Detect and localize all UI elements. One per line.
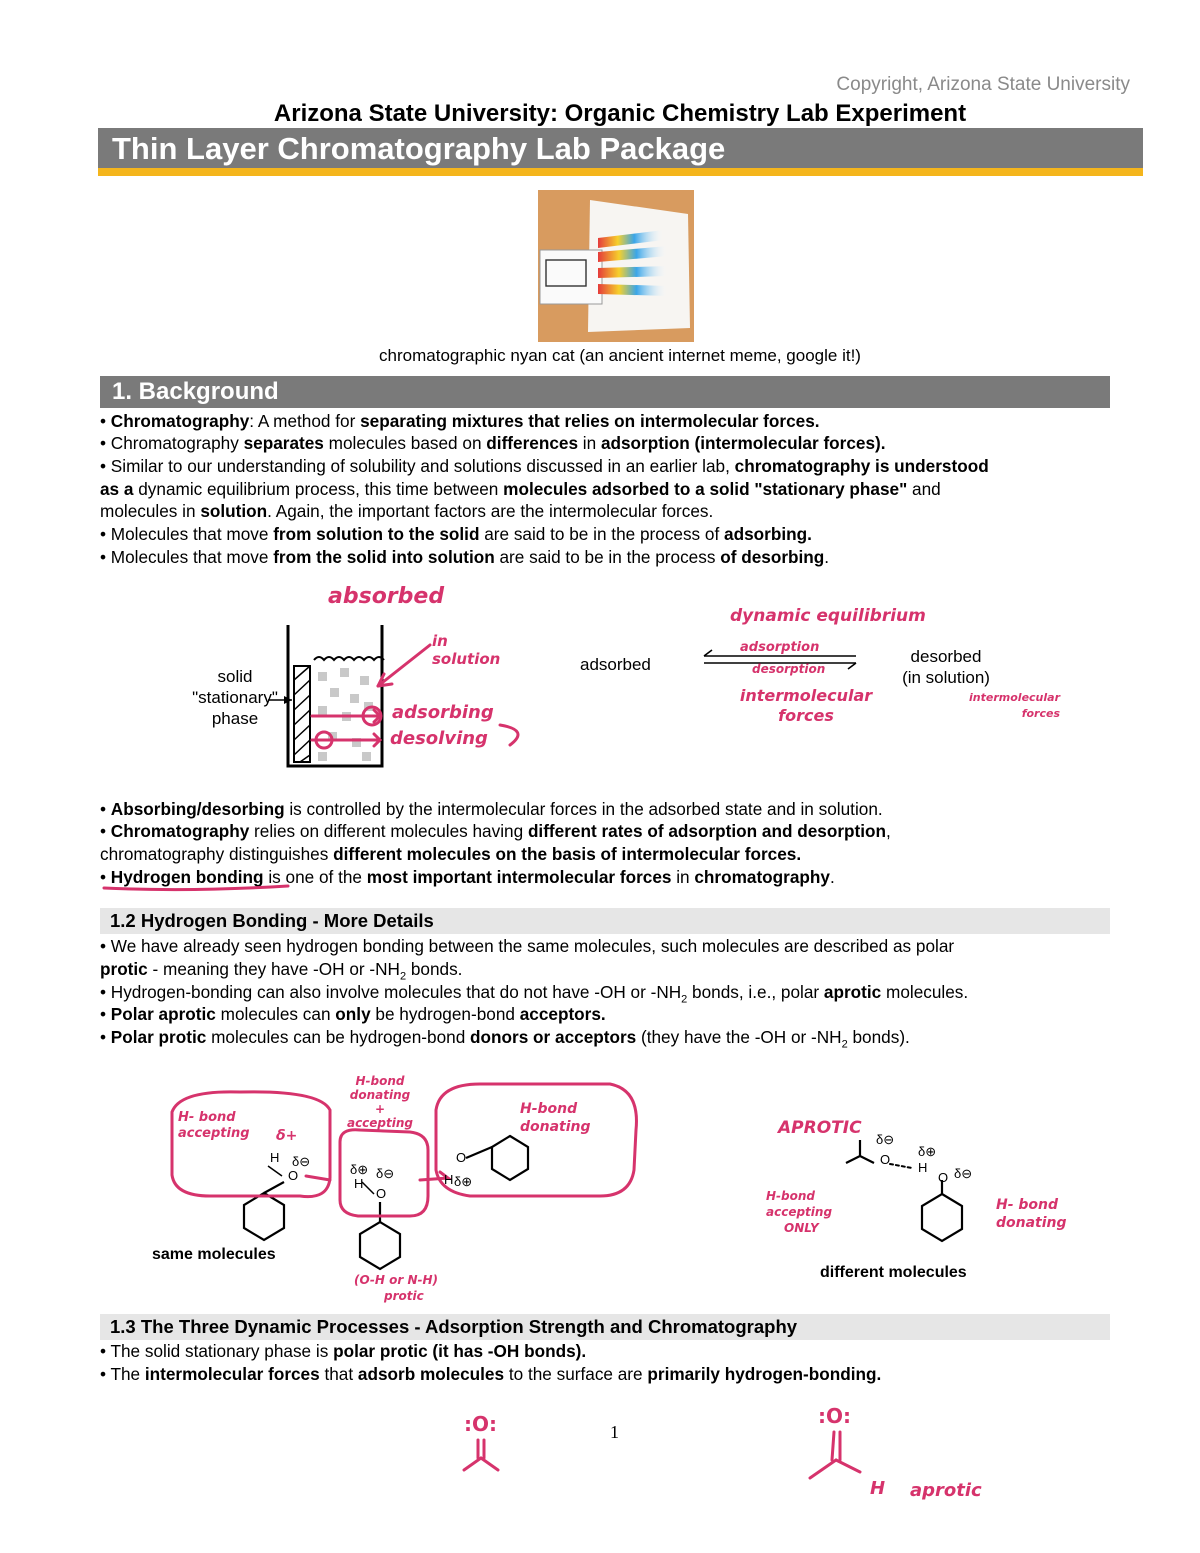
page-number: 1 xyxy=(610,1422,619,1442)
section-1-title: 1. Background xyxy=(112,378,279,405)
delta-plus-4: δ⊕ xyxy=(918,1144,937,1159)
bullet-dynamic-equilibrium-cont: as a dynamic equilibrium process, this time between molecules adsorbed to a solid "stationary phase" and xyxy=(100,479,941,499)
bullet-hydrogen-bonding: • Hydrogen bonding is one of the most important intermolecular forces in chromatography. xyxy=(100,867,835,887)
bullet-absorbing-desorbing: • Absorbing/desorbing is controlled by the intermolecular forces in the adsorbed state and in solution. xyxy=(100,799,883,819)
bullet-adsorbing: • Molecules that move from solution to the solid are said to be in the process of adsorbing. xyxy=(100,524,812,544)
bullet-polar-protic-same: • We have already seen hydrogen bonding between the same molecules, such molecules are described as polar xyxy=(100,936,955,956)
note-adsorption: adsorption xyxy=(740,640,820,655)
note-desorption: desorption xyxy=(752,662,826,676)
delta-plus-3: δ⊕ xyxy=(454,1174,473,1189)
bullet-adsorb-hydrogen-bonding: • The intermolecular forces that adsorb molecules to the surface are primarily hydrogen-bonding. xyxy=(100,1364,882,1384)
bullet-stationary-polar-protic: • The solid stationary phase is polar protic (it has -OH bonds). xyxy=(100,1341,587,1361)
carbonyl-oxygen: :O: xyxy=(464,1412,497,1436)
note-hbond-accepting: H- bond accepting xyxy=(178,1110,250,1141)
atom-h-2: H xyxy=(354,1176,364,1191)
photo-caption: chromatographic nyan cat (an ancient internet meme, google it!) xyxy=(379,346,861,365)
atom-o-5: O xyxy=(938,1170,949,1185)
delta-minus-2: δ⊖ xyxy=(376,1166,395,1181)
atom-h-1: H xyxy=(270,1150,280,1165)
atom-h-4: H xyxy=(918,1160,928,1175)
note-adsorbing: adsorbing xyxy=(392,702,494,723)
note-dynamic-equilibrium: dynamic equilibrium xyxy=(730,606,926,626)
bullet-chromatography-definition: • Chromatography: A method for separating mixtures that relies on intermolecular forces. xyxy=(100,411,820,431)
bullet-desorbing: • Molecules that move from the solid into solution are said to be in the process of desorbing. xyxy=(100,547,830,567)
aldehyde-oxygen: :O: xyxy=(818,1404,851,1428)
adsorbed-label: adsorbed xyxy=(580,655,651,674)
note-intermolecular-forces-small: intermolecular forces xyxy=(969,691,1060,720)
note-in-solution: in solution xyxy=(432,632,501,668)
desorbed-label: desorbed (in solution) xyxy=(902,647,990,687)
atom-o-1: O xyxy=(288,1168,299,1183)
banner-title: Thin Layer Chromatography Lab Package xyxy=(112,131,726,166)
bullet-dynamic-equilibrium: • Similar to our understanding of solubility and solutions discussed in an earlier lab, chromatography is understood xyxy=(100,456,989,476)
note-aprotic: APROTIC xyxy=(778,1118,862,1138)
note-aprotic-bottom: aprotic xyxy=(910,1480,982,1501)
note-intermolecular-forces: intermolecular forces xyxy=(739,686,873,725)
bullet-dynamic-equilibrium-cont2: molecules in solution. Again, the important factors are the intermolecular forces. xyxy=(100,501,714,521)
aldehyde-hydrogen: H xyxy=(870,1478,886,1499)
different-molecules-label: different molecules xyxy=(820,1264,967,1281)
bullet-rates: • Chromatography relies on different molecules having different rates of adsorption and desorption, xyxy=(100,821,891,841)
bullet-polar-aprotic: • Hydrogen-bonding can also involve molecules that do not have -OH or $-NH_2$ bonds, i.e., polar aprotic molecules. xyxy=(100,982,969,1006)
note-protic: (O-H or N-H) protic xyxy=(354,1273,438,1303)
note-hbond-donating-2: H- bond donating xyxy=(996,1197,1067,1231)
section-1-2-title: 1.2 Hydrogen Bonding - More Details xyxy=(110,910,434,931)
note-desolving: desolving xyxy=(390,728,488,749)
delta-minus-5: δ⊖ xyxy=(954,1166,973,1181)
note-absorbed: absorbed xyxy=(328,584,445,609)
bullet-separates: • Chromatography separates molecules based on differences in adsorption (intermolecular forces). xyxy=(100,433,886,453)
copyright-notice: Copyright, Arizona State University xyxy=(836,74,1130,95)
atom-h-3: H xyxy=(444,1172,454,1187)
bullet-polar-protic-same-cont: protic - meaning they have -OH or $-NH_2$ bonds. xyxy=(100,959,463,983)
delta-minus-1: δ⊖ xyxy=(292,1154,311,1169)
note-dplus: δ+ xyxy=(276,1128,298,1144)
note-hbond-accepting-only: H-bond accepting ONLY xyxy=(766,1189,833,1235)
note-hbond-donating: H-bond donating xyxy=(520,1101,591,1135)
section-1-3-title: 1.3 The Three Dynamic Processes - Adsorption Strength and Chromatography xyxy=(110,1316,798,1337)
university-title: Arizona State University: Organic Chemistry Lab Experiment xyxy=(273,100,967,127)
atom-o-3: O xyxy=(456,1150,467,1165)
stationary-phase-label: solid "stationary" phase xyxy=(192,667,278,728)
delta-plus-1: δ⊕ xyxy=(350,1162,369,1177)
note-hbond-donating-accepting: H-bond donating + accepting xyxy=(346,1074,414,1130)
atom-o-4: O xyxy=(880,1152,891,1167)
delta-minus-4: δ⊖ xyxy=(876,1132,895,1147)
atom-o-2: O xyxy=(376,1186,387,1201)
bullet-protic-donors-acceptors: • Polar protic molecules can be hydrogen-bond donors or acceptors (they have the -OH or $-NH_2$ bonds). xyxy=(100,1027,910,1051)
bullet-aprotic-acceptors: • Polar aprotic molecules can only be hydrogen-bond acceptors. xyxy=(100,1004,606,1024)
same-molecules-label: same molecules xyxy=(152,1246,276,1263)
bullet-rates-cont: chromatography distinguishes different molecules on the basis of intermolecular forces. xyxy=(100,844,802,864)
